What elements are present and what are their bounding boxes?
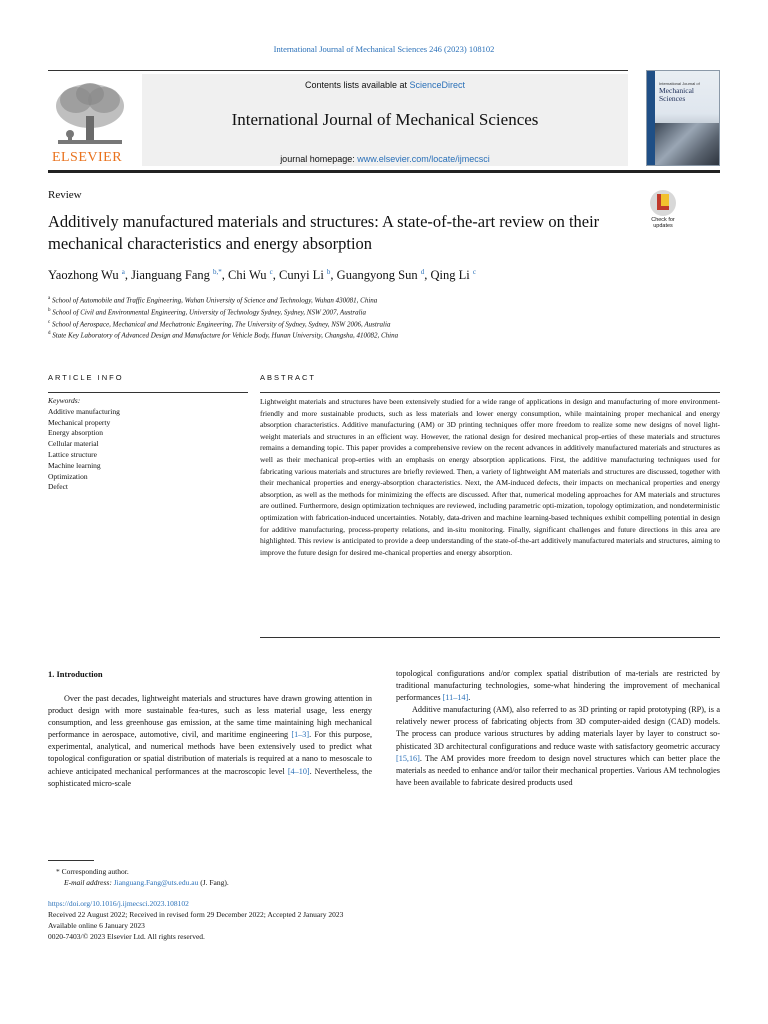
journal-reference[interactable]: International Journal of Mechanical Sciences 246 (2023) 108102 bbox=[273, 44, 495, 54]
intro-text-1: Over the past decades, lightweight materials and structures have drawn growing attention in product design with more sustainable fea-tures, such as less material usage, less energy consumption, and less greenhouse gas emission, at the same time maintaining high mechanical performance in aerospace, automotive, civil, and maritime engineering bbox=[48, 694, 372, 740]
intro-text-3: . Nevertheless, the sophisticated micro-scale bbox=[48, 766, 372, 788]
abstract-text: Lightweight materials and structures have been extensively studied for a wide range of applications in design and manufacturing of more environment-friendly and more sustainable products, such as less materials and lower energy consumption, while maintaining proper mechanical and energy absorption characteristics. Additive manufacturing (AM) or 3D printing techniques offer more freedom to realize some new designs of novel light-weight materials and structures in an efficient way. However, the rational design for desired mechanical prop-erties of these materials and structures remains a demanding topic. This paper provides a comprehensive review on the recent advances in additively manufactured materials and structures as well as their mechanical prop-erties with an emphasis on energy absorption applications. First, the additive manufacturing techniques used for fabricating various materials and structures are briefly reviewed. Then, a variety of lightweight AM materials and structures are discussed, together with their mechanical properties and energy-absorption characteristics. Next, the AM-induced defects, their impacts on mechanical properties and energy absorption, as well as the methods for minimizing the effects are discussed. After that, numerical modeling approaches for AM materials and structures are outlined. Furthermore, design optimization techniques are reviewed, including parametric opti-mization, topology optimization, and nondeterministic optimization with fabrication-induced uncertainties. Notably, data-driven and machine learning-based techniques exhibit compelling potential in design for additive manufacturing, process-property relations, and in-situ monitoring. Finally, significant challenges and future directions in this area are highlighted. This review is anticipated to provide a deep understanding of the state-of-the-art additively manufactured materials and structures, aiming to improve the future design for desired me-chanical properties and energy absorption. bbox=[260, 397, 720, 557]
affiliation-text: School of Automobile and Traffic Engineering, Wuhan University of Science and Technology, Wuhan 430081, China bbox=[50, 296, 378, 305]
keywords-block bbox=[48, 396, 248, 493]
paragraph bbox=[396, 668, 720, 704]
author-name[interactable]: Cunyi Li bbox=[279, 268, 327, 283]
citation-link[interactable]: [4–10] bbox=[287, 766, 310, 776]
elsevier-wordmark: ELSEVIER bbox=[51, 150, 123, 165]
journal-title: International Journal of Mechanical Sciences bbox=[231, 110, 539, 129]
intro-text-7: . The AM provides more freedom to design novel structures which can better place the materials as needed to enhance and/or tailor their mechanical properties. Various AM technologies have been available to fabricate desired products used bbox=[396, 753, 720, 787]
abstract-bottom-rule bbox=[260, 637, 720, 638]
keyword-item: Energy absorption bbox=[48, 428, 104, 438]
check-for-updates-badge[interactable] bbox=[648, 190, 678, 230]
author-separator: , bbox=[272, 268, 279, 283]
journal-cover-thumbnail[interactable] bbox=[646, 70, 720, 166]
affiliation-text: State Key Laboratory of Advanced Design and Manufacture for Vehicle Body, Hunan University, Changsha, 410082, China bbox=[50, 331, 399, 340]
keyword-item: Cellular material bbox=[48, 439, 99, 449]
doi-link[interactable]: https://doi.org/10.1016/j.ijmecsci.2023.108102 bbox=[48, 899, 189, 908]
homepage-prefix: journal homepage: bbox=[280, 154, 358, 164]
article-info-heading: ARTICLE INFO bbox=[48, 373, 124, 382]
elsevier-logo bbox=[48, 80, 132, 168]
author-separator: , bbox=[124, 268, 132, 283]
author-name[interactable]: Guangyong Sun bbox=[336, 268, 421, 283]
masthead-bottom-rule bbox=[48, 170, 720, 173]
sciencedirect-link[interactable]: ScienceDirect bbox=[409, 80, 466, 90]
cover-small-text: International Journal of bbox=[659, 81, 700, 86]
keyword-item: Machine learning bbox=[48, 460, 101, 470]
bookmark-accent-icon bbox=[661, 194, 669, 206]
intro-text-5: . bbox=[468, 693, 471, 703]
corresponding-author-note: * Corresponding author. bbox=[56, 867, 129, 876]
journal-masthead bbox=[48, 70, 720, 170]
elsevier-tree-icon bbox=[48, 80, 132, 150]
abstract-heading: ABSTRACT bbox=[260, 373, 317, 382]
article-type: Review bbox=[48, 189, 82, 201]
keyword-item: Additive manufacturing bbox=[48, 406, 120, 416]
homepage-line bbox=[142, 154, 628, 164]
author-affiliation-marker[interactable]: a bbox=[121, 268, 125, 276]
received-dates: Received 22 August 2022; Received in revised form 29 December 2022; Accepted 2 January 2023 bbox=[48, 910, 344, 919]
keyword-item: Lattice structure bbox=[48, 449, 97, 459]
affiliation-marker: c bbox=[48, 319, 51, 325]
author-name[interactable]: Qing Li bbox=[430, 268, 473, 283]
author-name[interactable]: Chi Wu bbox=[228, 268, 270, 283]
article-metadata bbox=[48, 898, 548, 942]
keywords-label: Keywords: bbox=[48, 396, 81, 405]
article-title: Additively manufactured materials and structures: A state-of-the-art review on their mechanical characteristics and energy absorption bbox=[48, 212, 600, 253]
affiliation-marker: b bbox=[48, 307, 51, 313]
contents-line bbox=[142, 80, 628, 90]
keyword-item: Defect bbox=[48, 482, 68, 492]
email-suffix: (J. Fang). bbox=[198, 878, 229, 887]
cover-title-line-2: Sciences bbox=[659, 94, 686, 103]
email-label: E-mail address: bbox=[64, 878, 114, 887]
citation-link[interactable]: [1–3] bbox=[291, 730, 310, 740]
affiliation-item bbox=[48, 294, 708, 306]
contents-prefix: Contents lists available at bbox=[304, 80, 410, 90]
copyright-line: 0020-7403/© 2023 Elsevier Ltd. All rights reserved. bbox=[48, 932, 205, 941]
author-affiliation-marker[interactable]: b bbox=[326, 268, 331, 276]
footnote-rule bbox=[48, 860, 94, 861]
author-separator: , bbox=[424, 268, 431, 283]
homepage-link[interactable]: www.elsevier.com/locate/ijmecsci bbox=[357, 154, 490, 164]
citation-link[interactable]: [11–14] bbox=[442, 693, 469, 703]
author-affiliation-marker[interactable]: c bbox=[269, 268, 273, 276]
author-name[interactable]: Jianguang Fang bbox=[131, 268, 213, 283]
check-updates-label: Check for updates bbox=[651, 217, 675, 229]
cover-stripe bbox=[647, 71, 655, 165]
email-link[interactable]: Jianguang.Fang@uts.edu.au bbox=[113, 878, 199, 887]
keyword-item: Mechanical property bbox=[48, 417, 111, 427]
footnotes bbox=[48, 866, 448, 888]
author-list bbox=[48, 268, 708, 283]
affiliation-item bbox=[48, 329, 708, 341]
cover-image bbox=[655, 123, 720, 165]
body-column-left bbox=[48, 693, 372, 790]
cover-title bbox=[659, 87, 694, 103]
affiliation-item bbox=[48, 318, 708, 330]
citation-link[interactable]: [15,16] bbox=[396, 753, 420, 763]
author-name[interactable]: Yaozhong Wu bbox=[48, 268, 122, 283]
body-column-right bbox=[396, 668, 720, 789]
author-affiliation-marker[interactable]: c bbox=[472, 268, 476, 276]
abstract-rule bbox=[260, 392, 720, 393]
keywords-list bbox=[48, 407, 248, 493]
affiliation-marker: a bbox=[48, 296, 51, 301]
email-note bbox=[48, 877, 448, 888]
masthead-top-rule bbox=[48, 70, 628, 71]
author-separator: , bbox=[330, 268, 337, 283]
intro-text-2: . For this purpose, experimental, analytical, and numerical methods have been extensively used to predict what topological configuration or spatial distribution of materials is required at a nano to mesoscale to achieve anticipated mechanical performances at the macroscopic level bbox=[48, 730, 373, 776]
intro-text-4: topological configurations and/or complex spatial distribution of ma-terials are restricted by traditional manufacturing technologies, some-what hindering the improvement of mechanical performances bbox=[396, 669, 720, 703]
intro-text-6: Additive manufacturing (AM), also referred to as 3D printing or rapid prototyping (RP), is a relatively newer process of fabricating objects from 3D computer-aided design (CAD) models. The process can produce various structures by adding materials layer by layer to construct so-phisticated 3D architectural configurations and reduce waste with satisfactory geometric accuracy bbox=[396, 705, 720, 751]
article-info-rule bbox=[48, 392, 248, 393]
cover-title-line-1: Mechanical bbox=[659, 86, 694, 95]
affiliation-text: School of Civil and Environmental Engineering, University of Technology Sydney, Sydney, NSW 2007, Australia bbox=[50, 308, 366, 317]
affiliation-list bbox=[48, 294, 708, 341]
section-heading-introduction: 1. Introduction bbox=[48, 669, 103, 679]
masthead-center-panel bbox=[142, 74, 628, 166]
author-separator: , bbox=[221, 268, 228, 283]
author-affiliation-marker[interactable]: d bbox=[420, 268, 425, 276]
affiliation-item bbox=[48, 306, 708, 318]
keyword-item: Optimization bbox=[48, 471, 88, 481]
affiliation-text: School of Aerospace, Mechanical and Mechatronic Engineering, The University of Sydney, Sydney, NSW 2006, Australia bbox=[50, 319, 391, 328]
affiliation-marker: d bbox=[48, 331, 51, 337]
available-online-date: Available online 6 January 2023 bbox=[48, 921, 145, 930]
author-affiliation-marker[interactable]: b,* bbox=[213, 268, 222, 276]
paragraph bbox=[396, 704, 720, 789]
